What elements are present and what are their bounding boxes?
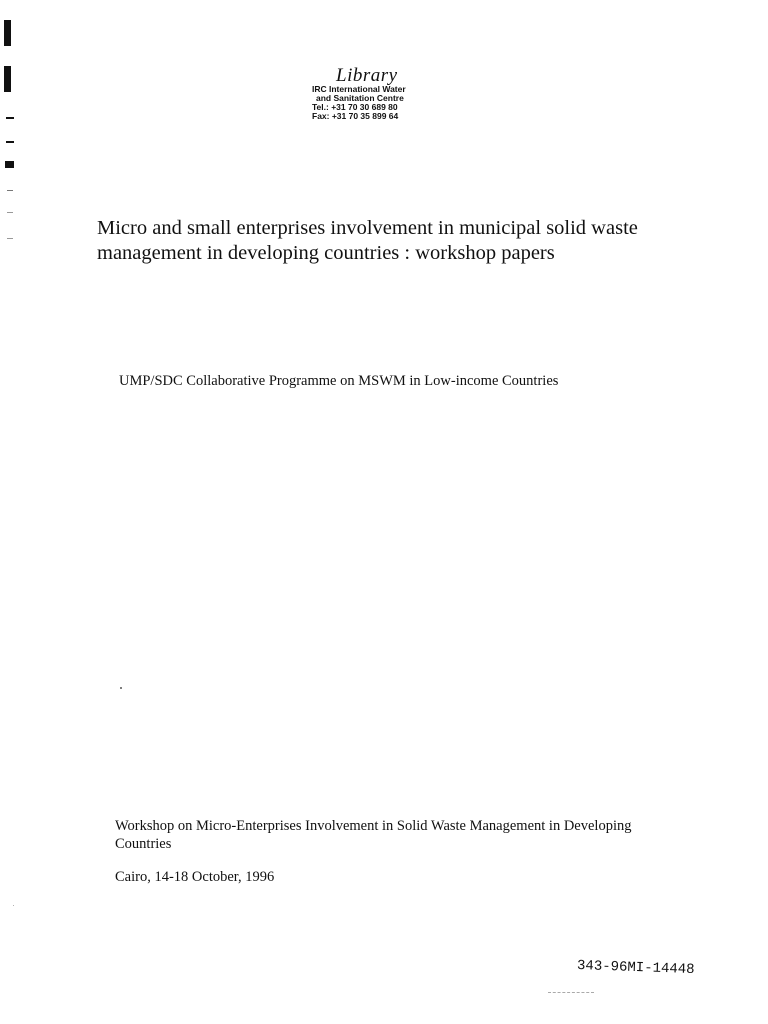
stamp-title: Library [336, 65, 398, 86]
binding-mark [6, 117, 14, 119]
binding-mark [7, 212, 13, 213]
stamp-line: and Sanitation Centre [316, 93, 404, 103]
binding-mark [6, 141, 14, 143]
library-stamp [312, 66, 432, 121]
stamp-line: Tel.: +31 70 30 689 80 [312, 102, 398, 112]
binding-mark [4, 20, 11, 46]
binding-mark [7, 190, 13, 191]
reference-code: 343-96MI-14448 [576, 958, 695, 979]
binding-mark [7, 238, 13, 239]
stamp-line: Fax: +31 70 35 899 64 [312, 111, 399, 121]
binding-mark [4, 66, 11, 92]
scan-speck [13, 905, 14, 906]
workshop-name: Workshop on Micro-Enterprises Involvement in Solid Waste Management in Developing Countries [115, 818, 632, 852]
binding-mark [5, 161, 14, 168]
scan-speck [120, 687, 122, 689]
programme-line: UMP/SDC Collaborative Programme on MSWM in Low-income Countries [119, 373, 559, 389]
stamp-line: IRC International Water [312, 84, 406, 94]
workshop-dates: Cairo, 14-18 October, 1996 [115, 869, 275, 885]
scan-dash [548, 992, 594, 994]
document-title: Micro and small enterprises involvement in municipal solid waste management in developing countries : workshop papers [97, 217, 638, 264]
